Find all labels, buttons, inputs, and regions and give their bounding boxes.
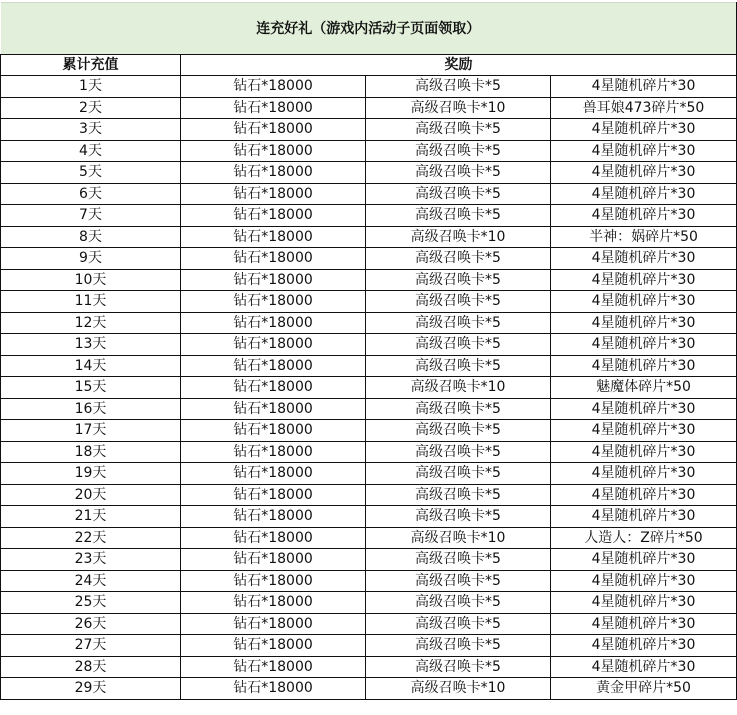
reward-diamond-cell: 钻石*18000 <box>181 334 366 356</box>
reward-table <box>0 2 737 700</box>
table-row <box>1 484 737 506</box>
reward-diamond-cell: 钻石*18000 <box>181 140 366 162</box>
reward-fragment-cell: 4星随机碎片*30 <box>551 420 737 442</box>
reward-summon-card-cell: 高级召唤卡*5 <box>366 656 551 678</box>
reward-fragment-cell: 4星随机碎片*30 <box>551 205 737 227</box>
table-title-row <box>1 3 737 55</box>
reward-summon-card-cell: 高级召唤卡*5 <box>366 398 551 420</box>
reward-summon-card-cell: 高级召唤卡*5 <box>366 248 551 270</box>
day-cell: 8天 <box>1 226 181 248</box>
day-cell: 11天 <box>1 291 181 313</box>
reward-fragment-cell: 半神：娲碎片*50 <box>551 226 737 248</box>
table-row <box>1 248 737 270</box>
reward-summon-card-cell: 高级召唤卡*5 <box>366 506 551 528</box>
reward-diamond-cell: 钻石*18000 <box>181 205 366 227</box>
day-cell: 19天 <box>1 463 181 485</box>
table-row <box>1 398 737 420</box>
table-row <box>1 656 737 678</box>
table-row <box>1 441 737 463</box>
reward-table-container <box>0 2 736 700</box>
reward-diamond-cell: 钻石*18000 <box>181 183 366 205</box>
reward-fragment-cell: 4星随机碎片*30 <box>551 76 737 98</box>
day-cell: 15天 <box>1 377 181 399</box>
reward-diamond-cell: 钻石*18000 <box>181 119 366 141</box>
reward-summon-card-cell: 高级召唤卡*10 <box>366 226 551 248</box>
reward-fragment-cell: 4星随机碎片*30 <box>551 592 737 614</box>
reward-fragment-cell: 4星随机碎片*30 <box>551 162 737 184</box>
reward-summon-card-cell: 高级召唤卡*5 <box>366 355 551 377</box>
day-cell: 28天 <box>1 656 181 678</box>
reward-diamond-cell: 钻石*18000 <box>181 97 366 119</box>
reward-diamond-cell: 钻石*18000 <box>181 291 366 313</box>
reward-summon-card-cell: 高级召唤卡*5 <box>366 613 551 635</box>
day-cell: 22天 <box>1 527 181 549</box>
reward-fragment-cell: 4星随机碎片*30 <box>551 334 737 356</box>
table-row <box>1 527 737 549</box>
reward-diamond-cell: 钻石*18000 <box>181 162 366 184</box>
reward-diamond-cell: 钻石*18000 <box>181 484 366 506</box>
table-row <box>1 678 737 700</box>
table-row <box>1 377 737 399</box>
table-row <box>1 76 737 98</box>
reward-summon-card-cell: 高级召唤卡*10 <box>366 527 551 549</box>
reward-diamond-cell: 钻石*18000 <box>181 463 366 485</box>
day-cell: 10天 <box>1 269 181 291</box>
reward-fragment-cell: 4星随机碎片*30 <box>551 312 737 334</box>
reward-fragment-cell: 4星随机碎片*30 <box>551 570 737 592</box>
reward-diamond-cell: 钻石*18000 <box>181 377 366 399</box>
day-cell: 4天 <box>1 140 181 162</box>
table-row <box>1 549 737 571</box>
header-cumulative: 累计充值 <box>1 55 181 76</box>
reward-fragment-cell: 4星随机碎片*30 <box>551 183 737 205</box>
table-row <box>1 291 737 313</box>
reward-fragment-cell: 4星随机碎片*30 <box>551 269 737 291</box>
reward-fragment-cell: 4星随机碎片*30 <box>551 613 737 635</box>
day-cell: 20天 <box>1 484 181 506</box>
day-cell: 6天 <box>1 183 181 205</box>
day-cell: 17天 <box>1 420 181 442</box>
reward-summon-card-cell: 高级召唤卡*5 <box>366 140 551 162</box>
table-row <box>1 205 737 227</box>
reward-fragment-cell: 黄金甲碎片*50 <box>551 678 737 700</box>
reward-diamond-cell: 钻石*18000 <box>181 678 366 700</box>
table-row <box>1 613 737 635</box>
reward-fragment-cell: 4星随机碎片*30 <box>551 441 737 463</box>
reward-fragment-cell: 4星随机碎片*30 <box>551 355 737 377</box>
reward-summon-card-cell: 高级召唤卡*10 <box>366 678 551 700</box>
reward-diamond-cell: 钻石*18000 <box>181 355 366 377</box>
reward-summon-card-cell: 高级召唤卡*5 <box>366 76 551 98</box>
reward-diamond-cell: 钻石*18000 <box>181 613 366 635</box>
reward-summon-card-cell: 高级召唤卡*5 <box>366 269 551 291</box>
table-row <box>1 97 737 119</box>
reward-summon-card-cell: 高级召唤卡*5 <box>366 549 551 571</box>
table-row <box>1 355 737 377</box>
table-row <box>1 506 737 528</box>
table-row <box>1 119 737 141</box>
reward-summon-card-cell: 高级召唤卡*5 <box>366 635 551 657</box>
day-cell: 18天 <box>1 441 181 463</box>
reward-fragment-cell: 魅魔体碎片*50 <box>551 377 737 399</box>
reward-diamond-cell: 钻石*18000 <box>181 549 366 571</box>
reward-summon-card-cell: 高级召唤卡*5 <box>366 570 551 592</box>
table-row <box>1 463 737 485</box>
reward-summon-card-cell: 高级召唤卡*5 <box>366 441 551 463</box>
reward-summon-card-cell: 高级召唤卡*10 <box>366 377 551 399</box>
day-cell: 1天 <box>1 76 181 98</box>
day-cell: 5天 <box>1 162 181 184</box>
reward-diamond-cell: 钻石*18000 <box>181 635 366 657</box>
table-row <box>1 312 737 334</box>
reward-summon-card-cell: 高级召唤卡*5 <box>366 291 551 313</box>
day-cell: 9天 <box>1 248 181 270</box>
day-cell: 16天 <box>1 398 181 420</box>
day-cell: 12天 <box>1 312 181 334</box>
table-row <box>1 140 737 162</box>
table-row <box>1 635 737 657</box>
reward-fragment-cell: 4星随机碎片*30 <box>551 635 737 657</box>
reward-fragment-cell: 4星随机碎片*30 <box>551 484 737 506</box>
reward-summon-card-cell: 高级召唤卡*5 <box>366 420 551 442</box>
table-row <box>1 269 737 291</box>
table-row <box>1 420 737 442</box>
table-row <box>1 334 737 356</box>
reward-summon-card-cell: 高级召唤卡*5 <box>366 592 551 614</box>
table-row <box>1 183 737 205</box>
reward-summon-card-cell: 高级召唤卡*5 <box>366 119 551 141</box>
reward-diamond-cell: 钻石*18000 <box>181 527 366 549</box>
reward-diamond-cell: 钻石*18000 <box>181 656 366 678</box>
day-cell: 13天 <box>1 334 181 356</box>
reward-diamond-cell: 钻石*18000 <box>181 570 366 592</box>
day-cell: 29天 <box>1 678 181 700</box>
reward-diamond-cell: 钻石*18000 <box>181 248 366 270</box>
table-row <box>1 570 737 592</box>
reward-summon-card-cell: 高级召唤卡*5 <box>366 312 551 334</box>
reward-summon-card-cell: 高级召唤卡*5 <box>366 205 551 227</box>
reward-fragment-cell: 4星随机碎片*30 <box>551 291 737 313</box>
table-header-row <box>1 55 737 76</box>
reward-diamond-cell: 钻石*18000 <box>181 398 366 420</box>
reward-summon-card-cell: 高级召唤卡*5 <box>366 162 551 184</box>
header-rewards: 奖励 <box>181 55 737 76</box>
reward-summon-card-cell: 高级召唤卡*5 <box>366 334 551 356</box>
reward-fragment-cell: 4星随机碎片*30 <box>551 140 737 162</box>
day-cell: 27天 <box>1 635 181 657</box>
reward-fragment-cell: 兽耳娘473碎片*50 <box>551 97 737 119</box>
table-row <box>1 226 737 248</box>
day-cell: 23天 <box>1 549 181 571</box>
reward-summon-card-cell: 高级召唤卡*5 <box>366 183 551 205</box>
day-cell: 25天 <box>1 592 181 614</box>
reward-summon-card-cell: 高级召唤卡*10 <box>366 97 551 119</box>
reward-fragment-cell: 4星随机碎片*30 <box>551 506 737 528</box>
day-cell: 3天 <box>1 119 181 141</box>
table-row <box>1 592 737 614</box>
table-title: 连充好礼（游戏内活动子页面领取） <box>1 3 737 55</box>
reward-diamond-cell: 钻石*18000 <box>181 506 366 528</box>
reward-diamond-cell: 钻石*18000 <box>181 312 366 334</box>
reward-diamond-cell: 钻石*18000 <box>181 226 366 248</box>
reward-fragment-cell: 4星随机碎片*30 <box>551 549 737 571</box>
reward-fragment-cell: 人造人：Z碎片*50 <box>551 527 737 549</box>
reward-summon-card-cell: 高级召唤卡*5 <box>366 463 551 485</box>
table-row <box>1 162 737 184</box>
reward-fragment-cell: 4星随机碎片*30 <box>551 248 737 270</box>
reward-summon-card-cell: 高级召唤卡*5 <box>366 484 551 506</box>
reward-diamond-cell: 钻石*18000 <box>181 441 366 463</box>
day-cell: 24天 <box>1 570 181 592</box>
reward-diamond-cell: 钻石*18000 <box>181 269 366 291</box>
day-cell: 14天 <box>1 355 181 377</box>
reward-fragment-cell: 4星随机碎片*30 <box>551 398 737 420</box>
reward-diamond-cell: 钻石*18000 <box>181 76 366 98</box>
reward-fragment-cell: 4星随机碎片*30 <box>551 463 737 485</box>
day-cell: 21天 <box>1 506 181 528</box>
reward-diamond-cell: 钻石*18000 <box>181 420 366 442</box>
day-cell: 7天 <box>1 205 181 227</box>
day-cell: 26天 <box>1 613 181 635</box>
reward-diamond-cell: 钻石*18000 <box>181 592 366 614</box>
reward-fragment-cell: 4星随机碎片*30 <box>551 656 737 678</box>
reward-fragment-cell: 4星随机碎片*30 <box>551 119 737 141</box>
day-cell: 2天 <box>1 97 181 119</box>
